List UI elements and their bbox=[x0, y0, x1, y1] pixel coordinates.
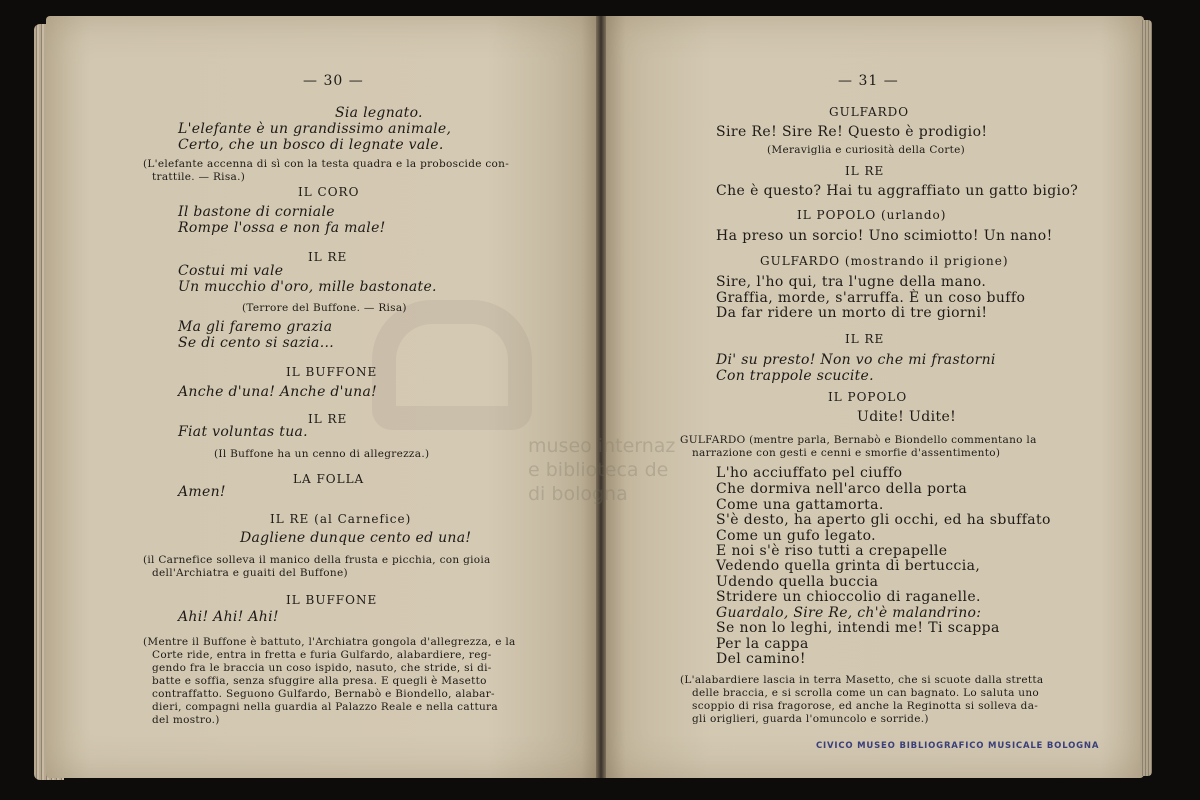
character-name: GULFARDO (mostrando il prigione) bbox=[760, 254, 1009, 268]
verse-line: Ma gli faremo grazia bbox=[178, 319, 333, 335]
verse-line: Un mucchio d'oro, mille bastonate. bbox=[178, 279, 437, 295]
stage-direction: (Il Buffone ha un cenno di allegrezza.) bbox=[214, 448, 430, 460]
watermark-line-1: museo internaz bbox=[528, 435, 676, 457]
character-name: IL POPOLO (urlando) bbox=[797, 208, 947, 222]
verse-line: Come un gufo legato. bbox=[716, 528, 877, 544]
verse-line: Che è questo? Hai tu aggraffiato un gatto bigio? bbox=[716, 183, 1079, 199]
verse-line: Con trappole scucite. bbox=[716, 368, 874, 384]
verse-line: Udendo quella buccia bbox=[716, 574, 879, 590]
page-number-right: — 31 — bbox=[838, 73, 899, 89]
stage-direction: (Meraviglia e curiosità della Corte) bbox=[767, 144, 966, 156]
verse-line: Sire Re! Sire Re! Questo è prodigio! bbox=[716, 124, 988, 140]
verse-line: Rompe l'ossa e non fa male! bbox=[178, 220, 386, 236]
verse-line: Udite! Udite! bbox=[857, 409, 957, 425]
verse-line: Come una gattamorta. bbox=[716, 497, 884, 513]
watermark-logo bbox=[372, 300, 532, 430]
verse-line: L'elefante è un grandissimo animale, bbox=[178, 121, 452, 137]
verse-line: Costui mi vale bbox=[178, 263, 284, 279]
stage-direction: (il Carnefice solleva il manico della frusta e picchia, con gioia bbox=[143, 554, 491, 566]
stage-direction: gli origlieri, guarda l'omuncolo e sorride.) bbox=[692, 713, 929, 725]
stage-direction: contraffatto. Seguono Gulfardo, Bernabò e Biondello, alabar- bbox=[152, 688, 495, 700]
verse-line: E noi s'è riso tutti a crepapelle bbox=[716, 543, 948, 559]
stage-direction: dell'Archiatra e guaiti del Buffone) bbox=[152, 567, 348, 579]
book-gutter bbox=[596, 16, 606, 778]
stage-direction: delle braccia, e si scrolla come un can bagnato. Lo saluta uno bbox=[692, 687, 1040, 699]
stage-direction: gendo fra le braccia un coso ispido, nasuto, che stride, si di- bbox=[152, 662, 492, 674]
stage-direction: del mostro.) bbox=[152, 714, 220, 726]
watermark-line-2: e biblioteca de bbox=[528, 459, 669, 481]
character-name: LA FOLLA bbox=[293, 472, 365, 486]
verse-line: S'è desto, ha aperto gli occhi, ed ha sbuffato bbox=[716, 512, 1051, 528]
verse-line: Del camino! bbox=[716, 651, 806, 667]
watermark-line-3: di bologna bbox=[528, 483, 628, 505]
verse-line: Se non lo leghi, intendi me! Ti scappa bbox=[716, 620, 1000, 636]
stage-direction: (Mentre il Buffone è battuto, l'Archiatra gongola d'allegrezza, e la bbox=[143, 636, 516, 648]
page-number-left: — 30 — bbox=[303, 73, 364, 89]
stage-direction: (Terrore del Buffone. — Risa) bbox=[242, 302, 407, 314]
character-name: IL RE bbox=[308, 412, 348, 426]
verse-line: Per la cappa bbox=[716, 636, 809, 652]
verse-line: Se di cento si sazia... bbox=[178, 335, 334, 351]
stage-direction: narrazione con gesti e cenni e smorfie d'assentimento) bbox=[692, 447, 1001, 459]
character-name: IL CORO bbox=[298, 185, 360, 199]
verse-line: Graffia, morde, s'arruffa. È un coso buffo bbox=[716, 290, 1026, 306]
verse-line: Il bastone di corniale bbox=[178, 204, 335, 220]
stage-direction: GULFARDO (mentre parla, Bernabò e Biondello commentano la bbox=[680, 434, 1037, 446]
verse-line: Da far ridere un morto di tre giorni! bbox=[716, 305, 988, 321]
character-name: IL BUFFONE bbox=[286, 593, 378, 607]
verse-line: Guardalo, Sire Re, ch'è malandrino: bbox=[716, 605, 982, 621]
verse-line: Sia legnato. bbox=[335, 105, 423, 121]
verse-line: Certo, che un bosco di legnate vale. bbox=[178, 137, 444, 153]
verse-line: Anche d'una! Anche d'una! bbox=[178, 384, 378, 400]
character-name: IL RE bbox=[845, 164, 885, 178]
stage-direction: scoppio di risa fragorose, ed anche la Reginotta si solleva da- bbox=[692, 700, 1039, 712]
verse-line: Di' su presto! Non vo che mi frastorni bbox=[716, 352, 996, 368]
verse-line: Vedendo quella grinta di bertuccia, bbox=[716, 558, 981, 574]
character-name: IL RE (al Carnefice) bbox=[270, 512, 412, 526]
character-name: IL BUFFONE bbox=[286, 365, 378, 379]
verse-line: Ahi! Ahi! Ahi! bbox=[178, 609, 279, 625]
verse-line: Amen! bbox=[178, 484, 226, 500]
character-name: IL RE bbox=[308, 250, 348, 264]
page-stack-right bbox=[1140, 20, 1152, 776]
character-name: GULFARDO bbox=[829, 105, 910, 119]
character-name: IL POPOLO bbox=[828, 390, 908, 404]
character-name: IL RE bbox=[845, 332, 885, 346]
stage-direction: Corte ride, entra in fretta e furia Gulfardo, alabardiere, reg- bbox=[152, 649, 492, 661]
stage-direction: (L'elefante accenna di sì con la testa quadra e la proboscide con- bbox=[143, 158, 510, 170]
verse-line: Sire, l'ho qui, tra l'ugne della mano. bbox=[716, 274, 987, 290]
verse-line: Ha preso un sorcio! Uno scimiotto! Un nano! bbox=[716, 228, 1053, 244]
verse-line: Che dormiva nell'arco della porta bbox=[716, 481, 968, 497]
verse-line: Fiat voluntas tua. bbox=[178, 424, 308, 440]
stage-direction: batte e soffia, senza sfuggire alla presa. E quegli è Masetto bbox=[152, 675, 487, 687]
stage-direction: trattile. — Risa.) bbox=[152, 171, 246, 183]
library-stamp: CIVICO MUSEO BIBLIOGRAFICO MUSICALE BOLOGNA bbox=[816, 741, 1100, 751]
stage-direction: (L'alabardiere lascia in terra Masetto, che si scuote dalla stretta bbox=[680, 674, 1044, 686]
stage-direction: dieri, compagni nella guardia al Palazzo Reale e nella cattura bbox=[152, 701, 498, 713]
verse-line: Dagliene dunque cento ed una! bbox=[240, 530, 472, 546]
verse-line: Stridere un chioccolio di raganelle. bbox=[716, 589, 981, 605]
verse-line: L'ho acciuffato pel ciuffo bbox=[716, 465, 903, 481]
